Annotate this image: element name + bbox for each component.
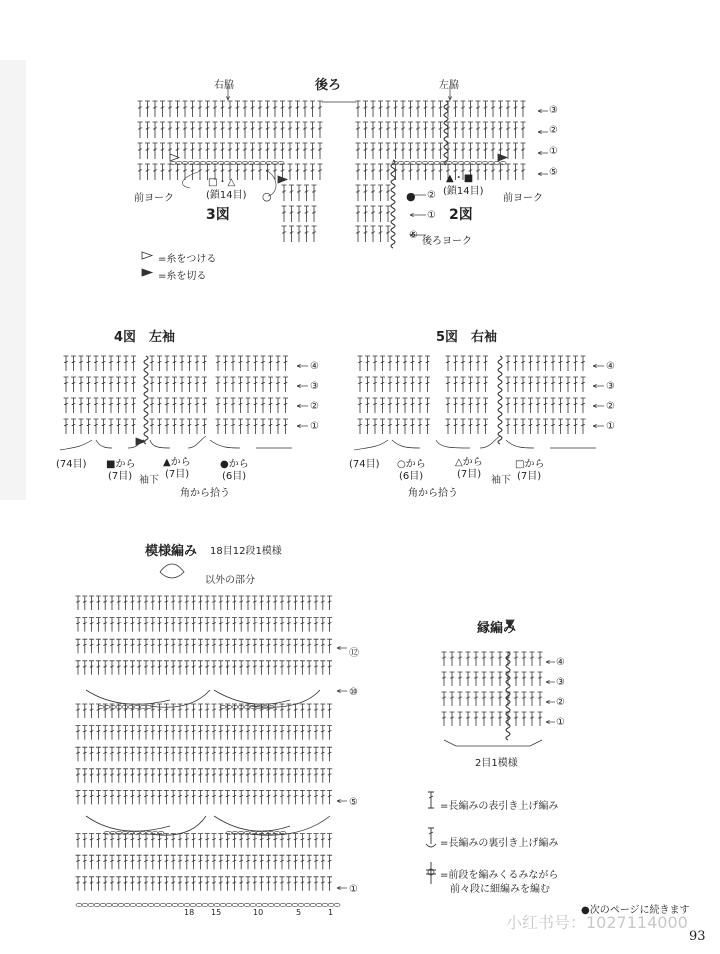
- pattern-row-11: [76, 834, 333, 848]
- fig4-underarm-seam: [144, 356, 148, 444]
- page-number: 93: [689, 929, 706, 944]
- fig5-right-row-3: [506, 419, 586, 434]
- fig5-mid-row-2: [446, 398, 489, 413]
- fig4-mid-row-0: [150, 356, 208, 371]
- pattern-num-18: 18: [184, 908, 195, 917]
- pattern-num-1: 1: [328, 908, 334, 917]
- back-right-row-3: [356, 164, 526, 180]
- fig5-from3-val: (7目): [517, 471, 542, 482]
- fig4-count: (74目): [56, 459, 87, 470]
- edging-row-4: ④: [556, 657, 565, 668]
- yoke-row-5: ⑤: [409, 230, 418, 241]
- pattern-num-5: 5: [296, 908, 302, 917]
- fig5-right-row-2: [506, 398, 586, 413]
- back-left-side-seam: [444, 101, 448, 165]
- back-left-row-2: [138, 143, 323, 159]
- fig4-right-row-2: [216, 398, 289, 413]
- fig4-mid-row-1: [150, 377, 208, 392]
- note-right-sym: ▲・■: [446, 173, 474, 184]
- pattern-row-1: ①: [349, 884, 358, 895]
- fig5-underarm: 袖下: [491, 475, 511, 486]
- fig5-left-row-2: [358, 398, 431, 413]
- edging-title: 縁編み: [477, 621, 517, 636]
- pattern-row-7: [76, 747, 333, 761]
- fig5-mid-row-0: [446, 356, 489, 371]
- back-post-symbol: [426, 828, 436, 847]
- fig5-right-row-0: [506, 356, 586, 371]
- fig5-left-row-3: [358, 419, 431, 434]
- pattern-title: 模様編み: [145, 544, 198, 559]
- legend-attach-symbol: [142, 252, 152, 259]
- fig4-underarm: 袖下: [139, 475, 159, 486]
- back-title: 後ろ: [315, 78, 342, 93]
- pattern-row-6: [76, 726, 333, 740]
- fig4-from2-val: (7目): [165, 469, 190, 480]
- pattern-fan-upper: [86, 690, 320, 707]
- fig2-title: 2図: [449, 207, 473, 223]
- note-left-sym: □・△: [208, 177, 236, 188]
- yoke-row-1: ①: [427, 210, 436, 221]
- pattern-row-5: ⑤: [349, 797, 358, 808]
- back-left-yoke-row-b: [282, 206, 317, 222]
- back-right-row-0: [356, 101, 526, 117]
- pattern-foundation-chain: [76, 903, 340, 906]
- front-yoke-left: 前ヨーク: [134, 193, 174, 204]
- watermark-text: 小红书号：1027114000: [506, 913, 688, 932]
- fig5-from2: △から: [455, 457, 483, 468]
- pattern-except-symbol: [160, 564, 184, 578]
- continued-note: ●次のページに続きます: [581, 905, 690, 916]
- fig4-from3: ●から: [220, 459, 249, 470]
- fig5-bracket: [354, 436, 596, 450]
- edging-row-2: [442, 692, 543, 706]
- fig5-from1: ○から: [397, 459, 426, 470]
- legend-enclose: =前段を編みくるみながら: [440, 870, 559, 881]
- back-left-yoke-row-c: [282, 226, 317, 242]
- fig5-from2-val: (7目): [457, 469, 482, 480]
- pattern-row-1: [76, 618, 333, 632]
- fig5-title: 5図 右袖: [436, 330, 498, 345]
- edging-row-3: ③: [556, 677, 565, 688]
- fig4-cut-marker: [136, 438, 145, 445]
- fig5-row-4: ④: [606, 361, 615, 372]
- front-yoke-right: 前ヨーク: [503, 193, 543, 204]
- fig4-row-2: ②: [310, 401, 319, 412]
- edging-row-0: [442, 652, 543, 666]
- back-right-row-1: [356, 122, 526, 138]
- pattern-fan-chain-4: [226, 831, 286, 834]
- back-left-row-1: [138, 122, 323, 138]
- pattern-fan-chain-1: [98, 705, 152, 708]
- front-yoke-left-chain: [170, 161, 284, 164]
- pattern-fan-lower: [86, 816, 330, 835]
- fig5-count: (74目): [349, 459, 380, 470]
- binding-shadow: [0, 60, 26, 500]
- back-right-yoke-row-a: [356, 185, 391, 201]
- edging-repeat: 2目1模様: [475, 758, 518, 769]
- fig4-from2: ▲から: [163, 457, 191, 468]
- back-right-yoke-row-b: [356, 206, 391, 222]
- pattern-fan-chain-3: [104, 831, 164, 834]
- fig4-bracket: [60, 436, 292, 450]
- marker-filled-circle: ●: [406, 190, 416, 203]
- note-left-val: (鎖14目): [206, 190, 247, 201]
- pattern-row-5: [76, 704, 333, 718]
- cut-marker-right: [498, 154, 507, 161]
- pattern-row-2: [76, 639, 333, 653]
- pattern-row-12: ⑫: [349, 648, 359, 659]
- back-row-1: ①: [549, 146, 558, 157]
- pattern-row-3: [76, 661, 333, 675]
- fig4-row-4: ④: [310, 361, 319, 372]
- pattern-row-10: ⑩: [349, 687, 358, 698]
- fig4-left-row-2: [64, 398, 137, 413]
- back-right-yoke-row-c: [356, 226, 391, 242]
- back-yoke-label: 後ろヨーク: [422, 236, 472, 247]
- edging-row-1: [442, 672, 543, 686]
- legend-attach-text: =糸をつける: [158, 254, 217, 265]
- edging-row-2: ②: [556, 697, 565, 708]
- legend-cut-symbol: [142, 269, 152, 276]
- pattern-row-9: [76, 790, 333, 804]
- fig5-row-1: ①: [606, 421, 615, 432]
- fig5-left-row-1: [358, 377, 431, 392]
- fig4-title: 4図 左袖: [114, 330, 176, 345]
- edging-row-1: ①: [556, 717, 565, 728]
- pattern-row-12: [76, 855, 333, 869]
- fig4-left-row-0: [64, 356, 137, 371]
- back-left-yoke-row-a: [282, 185, 317, 201]
- left-side-label: 左脇: [439, 80, 459, 91]
- marker-open-circle: ○: [262, 190, 272, 203]
- pattern-num-10: 10: [253, 908, 264, 917]
- fig5-mid-row-3: [446, 419, 489, 434]
- pattern-row-13: [76, 877, 333, 891]
- back-row-3: ③: [549, 105, 558, 116]
- pattern-row-8: [76, 769, 333, 783]
- yoke-row-2: ②: [427, 190, 436, 201]
- fig4-mid-row-2: [150, 398, 208, 413]
- fig4-from1: ■から: [106, 459, 136, 470]
- front-post-symbol: [428, 792, 434, 808]
- fig4-row-1: ①: [310, 421, 319, 432]
- fig5-row-2: ②: [606, 401, 615, 412]
- back-left-row-0: [138, 101, 323, 117]
- pattern-row-0: [76, 596, 333, 610]
- fig4-left-row-1: [64, 377, 137, 392]
- fig4-mid-row-3: [150, 419, 208, 434]
- fig5-right-row-1: [506, 377, 586, 392]
- legend-back-post: =長編みの裏引き上げ編み: [440, 838, 559, 849]
- fig5-from1-val: (6目): [399, 471, 424, 482]
- back-row-2: ②: [549, 125, 558, 136]
- fig4-from1-val: (7目): [108, 471, 133, 482]
- edging-row-3: [442, 712, 543, 726]
- fig4-left-row-3: [64, 419, 137, 434]
- fig4-row-3: ③: [310, 381, 319, 392]
- fig4-pickup: 角から拾う: [180, 488, 230, 499]
- fig5-from3: □から: [515, 459, 545, 470]
- note-right-val: (鎖14目): [443, 186, 484, 197]
- legend-cut-text: =糸を切る: [158, 271, 207, 282]
- fig5-left-row-0: [358, 356, 431, 371]
- legend-enclose-2: 前々段に細編みを編む: [450, 884, 550, 895]
- fig4-from3-val: (6目): [222, 471, 247, 482]
- edging-repeat-bracket: [444, 740, 542, 746]
- legend-front-post: =長編みの表引き上げ編み: [440, 801, 559, 812]
- fig4-right-row-0: [216, 356, 289, 371]
- fig5-underarm-seam: [498, 356, 502, 444]
- fig4-right-row-1: [216, 377, 289, 392]
- fig5-mid-row-1: [446, 377, 489, 392]
- right-side-label: 右脇: [214, 80, 234, 91]
- fig3-title: 3図: [206, 207, 230, 223]
- pattern-repeat: 18目12段1模様: [210, 546, 282, 557]
- back-yoke-seam: [391, 160, 395, 248]
- pattern-num-15: 15: [211, 908, 222, 917]
- fig4-right-row-3: [216, 419, 289, 434]
- pattern-except: 以外の部分: [205, 575, 255, 586]
- fig5-row-3: ③: [606, 381, 615, 392]
- fig5-pickup: 角から拾う: [408, 488, 458, 499]
- enclose-symbol: [426, 862, 436, 884]
- back-row-5: ⑤: [549, 167, 558, 178]
